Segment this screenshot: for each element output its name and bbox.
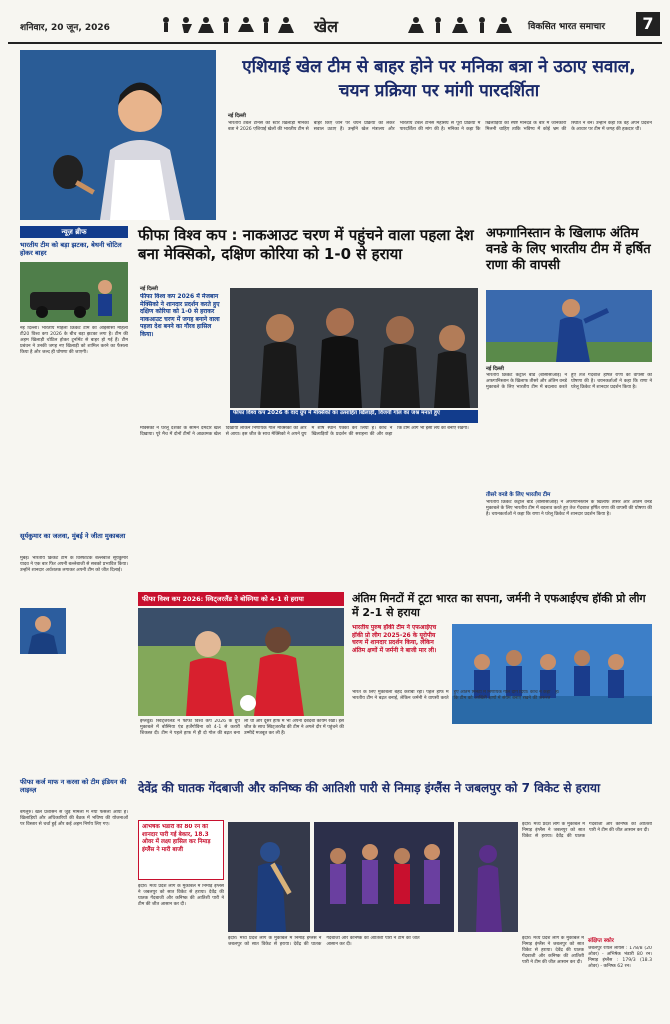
masthead [8,6,662,44]
story1-headline: एशियाई खेल टीम से बाहर होने पर मनिका बत्रा ने उठाए सवाल, चयन प्रक्रिया पर मांगी पारदर्शिता [242,57,636,101]
scorecard-body: जबलपुर रायल लायंस : 178/8 (20 ओवर) - अभिषेक भंडारी 80 रन। निमाड़ इंग्लैंस : 179/3 (18.3 ओवर) - कनिष्क 62 रन। [588,946,652,969]
brief2-body: मुंबई। भारतीय क्रिकेट टीम के विस्फोटक बल्लेबाज सूर्यकुमार यादव ने एक बार फिर अपनी बल्लेबाजी से सबको प्रभावित किया। उन्होंने शानदार अर्धशतक लगाकर अपनी टीम को जीत दिलाई। [20,556,128,573]
story4-title-bar [138,592,344,606]
story6-body-left: इंदौर। मध्य प्रदेश लीग के मुकाबले में निमाड़ इंग्लैंस ने जबलपुर को सात विकेट से हराया। देवेंद्र की घातक गेंदबाजी और कनिष्क की आतिशी पारी ने टीम की जीत आसान कर दी। [138,884,224,907]
story2-headline: फीफा विश्व कप : नाकआउट चरण में पहुंचने वाला पहला देश बना मेक्सिको, दक्षिण कोरिया को 1-0 से हराया [138,226,474,263]
story2-dateline: नई दिल्ली [140,286,158,292]
story1-body: भारतीय टेबल टेनिस की स्टार खिलाड़ी मनिका बत्रा ने 2026 एशियाई खेलों की भारतीय टीम से बाहर किए जाने पर चयन प्रक्रिया को लेकर सवाल उठाए हैं। उन्होंने खेल मंत्रालय और भारतीय टेबल टेनिस महासंघ से पूरी प्रक्रिया में पारदर्शिता की मांग की है। मनिका ने कहा कि खिलाड़ियों को स्पष्ट मानदंड के बारे में जानकारी मिलनी चाहिए ताकि भविष्य में कोई भ्रम की स्थिति न बने। उन्होंने कहा कि वह अपने प्रदर्शन के आधार पर टीम में जगह की हकदार थीं। [228,121,652,132]
story3-subhead: तीसरे वनडे के लिए भारतीय टीम [486,492,551,498]
section-name: खेल [314,17,338,36]
story2-photo-caption: फीफा विश्व कप 2026 के वाद ग्रुप में मेक्सिको का उत्साहित खिलाड़ी, विजयी गोल का जश्न मनाते हुए [230,410,478,423]
story3-squad: भारतीय क्रिकेट कंट्रोल बोर्ड (बीसीसीआई) ने अफगानिस्तान के खिलाफ तीसरे और अंतिम वनडे मुकाबले के लिए भारतीय टीम में बदलाव करते हुए तेज गेंदबाज हर्षित राणा की वापसी की घोषणा की है। चयनकर्ताओं ने कहा कि राणा ने घरेलू क्रिकेट में शानदार प्रदर्शन किया है। [486,500,652,517]
scorecard-title: संक्षिप्त स्कोर [588,938,614,944]
brief1-photo [20,262,128,322]
issue-date: शनिवार, 20 जून, 2026 [20,23,110,33]
story6-body-far: इंदौर। मध्य प्रदेश लीग के मुकाबले में निमाड़ इंग्लैंस ने जबलपुर को सात विकेट से हराया। देवेंद्र की घातक गेंदबाजी और कनिष्क की आतिशी पारी ने टीम की जीत आसान कर दी। [522,936,584,965]
sports-silhouettes-right [408,16,518,34]
news-brief-label-text: न्यूज़ ब्रीफ [61,228,87,236]
story6-box-text: अभिषेक भंडारी की 80 रन की शानदार पारी गई बेकार, 18.3 ओवर में लक्ष्य हासिल कर निमाड़ इंग्लैंस ने मारी बाजी [142,824,211,853]
brief3-title: फीफा कर्ज माफ न करवा को टीम इंडियन की लाइव्ज़ [20,778,127,794]
news-brief-label [20,226,128,238]
story6-body-mid: इंदौर। मध्य प्रदेश लीग के मुकाबले में निमाड़ इंग्लैंस ने जबलपुर को सात विकेट से हराया। देवेंद्र की घातक गेंदबाजी और कनिष्क की आतिशी पारी ने टीम की जीत आसान कर दी। [228,936,420,947]
story3-dateline: नई दिल्ली [486,366,504,372]
story2-body: मेक्सिको ने घरेलू दर्शकों के सामने दमदार खेल दिखाया। पूरे मैच में दोनों टीमों ने आक्रामक खेल दिखाया लेकिन निर्णायक गोल मेक्सिको की ओर से आया। इस जीत के साथ मेक्सिको ने अपने ग्रुप में शीर्ष स्थान पक्का कर लिया है। कोच ने खिलाड़ियों के प्रदर्शन की सराहना की और कहा कि टीम आगे भी इसी लय को बनाए रखेगी। [140,426,469,437]
cricket-team-photo [314,822,454,932]
story4-body: इंग्लवुड। स्विट्जरलैंड ने फीफा विश्व कप 2026 के ग्रुप मुकाबले में बोस्निया एंड हर्जेगोविना को 4-1 से करारी शिकस्त दी। टीम ने पहले हाफ में ही दो गोल की बढ़त बना ली थी और दूसरे हाफ में भी अपना दबदबा कायम रखा। इस जीत के साथ स्विट्जरलैंड की टीम ने अगले दौर में पहुंचने की उम्मीदें मजबूत कर ली हैं। [140,719,344,736]
mexico-celebration-photo [230,288,478,408]
brand-name: विकसित भारत समाचार [528,22,606,32]
cricket-batsman-photo-2 [458,822,518,932]
brief1-body: नई दिल्ली। भारतीय महिला क्रिकेट टीम को आईसीसी महिला टी20 विश्व कप 2026 के बीच बड़ा झटका लगा है। टीम की अहम खिलाड़ी चोटिल होकर टूर्नामेंट से बाहर हो गई हैं। टीम प्रबंधन ने उनकी जगह नए खिलाड़ी को शामिल करने का फैसला किया है और जल्द ही घोषणा की जाएगी। [20,326,128,355]
story6-body-right: इंदौर। मध्य प्रदेश लीग के मुकाबले में निमाड़ इंग्लैंस ने जबलपुर को सात विकेट से हराया। देवेंद्र की घातक गेंदबाजी और कनिष्क की आतिशी पारी ने टीम की जीत आसान कर दी। [522,822,652,839]
story6-box [138,820,224,880]
cricket-batsman-photo-1 [228,822,310,932]
manika-photo [20,50,216,220]
story3-body: भारतीय क्रिकेट कंट्रोल बोर्ड (बीसीसीआई) ने अफगानिस्तान के खिलाफ तीसरे और अंतिम वनडे मुकाबले के लिए भारतीय टीम में बदलाव करते हुए तेज गेंदबाज हर्षित राणा की वापसी की घोषणा की है। चयनकर्ताओं ने कहा कि राणा ने घरेलू क्रिकेट में शानदार प्रदर्शन किया है। [486,373,652,390]
sports-silhouettes-left [158,16,298,34]
page-number: 7 [642,14,654,33]
story3-headline: अफगानिस्तान के खिलाफ अंतिम वनडे के लिए भारतीय टीम में हर्षित राणा की वापसी [486,226,651,273]
brief3-body: बेंगलुरु। खेल प्रशासन से जुड़े मामलों में नया फैसला आया है। खिलाड़ियों और अधिकारियों की बैठक में भविष्य की योजनाओं पर विस्तार से चर्चा हुई और कई अहम निर्णय लिए गए। [20,810,128,827]
harshit-rana-photo [486,290,652,362]
story6-headline: देवेंद्र की घातक गेंदबाजी और कनिष्क की आतिशी पारी से निमाड़ इंग्लैंस ने जबलपुर को 7 विकेट से हराया [138,781,601,795]
story2-lead: फीफा विश्व कप 2026 में मेजबान मेक्सिको ने शानदार प्रदर्शन करते हुए दक्षिण कोरिया को 1-0 से हराकर नाकआउट चरण में जगह बनाने वाला पहला देश बनने का गौरव हासिल किया। [140,293,220,338]
page-number-box [636,12,660,36]
brief2-title: सूर्यकुमार का जलवा, मुंबई ने जीता मुकाबला [20,532,126,540]
story1-dateline: नई दिल्ली [228,113,246,119]
brief2-photo [20,608,66,654]
story4-title: फीफा विश्व कप 2026: स्विट्जरलैंड ने बोस्निया को 4-1 से हराया [142,595,304,603]
switzerland-bosnia-photo [138,608,344,716]
brief1-title: भारतीय टीम को बड़ा झटका, बेथनी चोटिल होकर बाहर [20,241,122,257]
story5-headline: अंतिम मिनटों में टूटा भारत का सपना, जर्मनी ने एफआईएच हॉकी प्रो लीग में 2-1 से हराया [352,592,646,619]
story5-body: भारत के लिए मुकाबला बेहद करीबी रहा। पहले हाफ में भारतीय टीम ने बढ़त बनाई, लेकिन जर्मनी ने वापसी करते हुए अंतिम मिनटों में निर्णायक गोल दाग दिया। कोच ने कहा कि टीम को आखिरी क्षणों में संयम बनाए रखने की जरूरत है। [352,690,560,701]
story5-lead: भारतीय पुरुष हॉकी टीम ने एफआईएच हॉकी प्रो लीग 2025-26 के यूरोपीय चरण में शानदार प्रदर्शन किया, लेकिन अंतिम क्षणों में जर्मनी ने बाजी मार ली। [352,624,437,654]
